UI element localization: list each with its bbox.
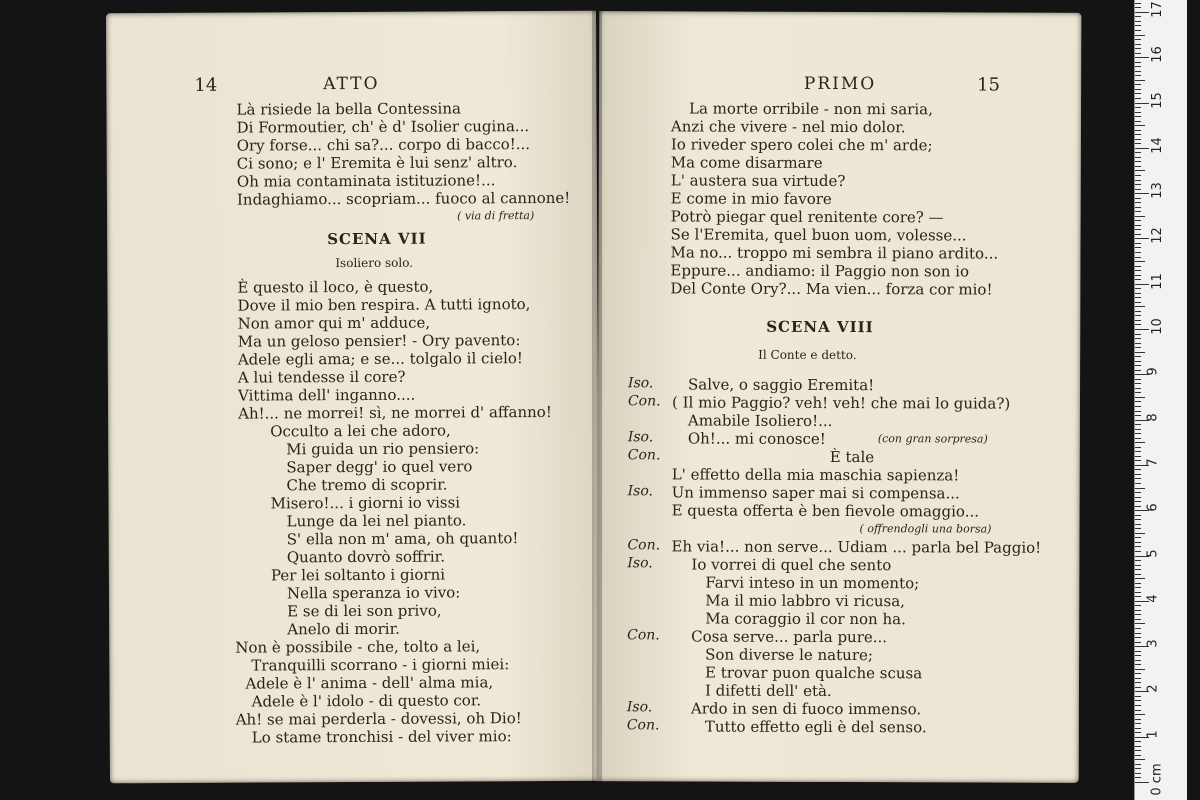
verse-line: Ah! se mai perderla - dovessi, oh Dio! (235, 709, 522, 729)
verse-line: L' austera sua virtude? (670, 171, 846, 191)
ruler-tick (1135, 660, 1141, 661)
ruler-tick (1135, 347, 1141, 348)
ruler-tick (1135, 605, 1141, 606)
ruler-number: 10 (1149, 318, 1165, 335)
page-number-left: 14 (194, 74, 218, 96)
verse-line: Ory forse... chi sa?... corpo di bacco!... (236, 135, 531, 155)
ruler-tick (1135, 170, 1145, 171)
ruler-tick (1135, 225, 1141, 226)
ruler-tick (1135, 583, 1141, 584)
ruler-tick (1135, 759, 1145, 760)
dialogue-line: E questa offerta è ben fievole omaggio... (671, 501, 980, 521)
ruler-number: 14 (1149, 137, 1165, 154)
verse-line: Saper degg' io quel vero (286, 457, 473, 477)
ruler-tick (1135, 166, 1141, 167)
ruler-tick (1135, 288, 1141, 289)
ruler-tick (1135, 211, 1141, 212)
verse-line: Ci sono; e l' Eremita è lui senz' altro. (236, 153, 518, 173)
verse-line: Potrò piegar quel renitente core? — (670, 207, 944, 227)
ruler-tick (1135, 415, 1141, 416)
ruler-tick (1135, 678, 1141, 679)
ruler-tick (1135, 392, 1141, 393)
ruler-number: 12 (1149, 227, 1165, 245)
ruler-tick (1135, 139, 1141, 140)
stage-direction: ( offrendogli una borsa) (859, 522, 992, 536)
ruler-tick (1135, 642, 1141, 643)
ruler-tick (1135, 383, 1141, 384)
ruler-tick (1135, 207, 1141, 208)
ruler-tick (1135, 116, 1141, 117)
verse-line: Anzi che vivere - nel mio dolor. (670, 117, 906, 137)
ruler-number: 17 (1149, 1, 1165, 18)
verse-line: Vittima dell' inganno.... (237, 385, 416, 405)
verse-line: Oh mia contaminata istituzione!... (236, 171, 496, 191)
ruler-tick (1135, 189, 1141, 190)
verse-line: Ma no... troppo mi sembra il piano ardito... (670, 243, 999, 263)
verse-line: Adele è l' idolo - di questo cor. (251, 691, 482, 711)
ruler-tick (1135, 546, 1141, 547)
ruler-tick (1135, 62, 1141, 63)
ruler-tick (1135, 379, 1141, 380)
ruler-tick (1135, 93, 1141, 94)
ruler-tick (1135, 143, 1141, 144)
dialogue-line: Un immenso saper mai si compensa... (671, 483, 960, 503)
verse-line: Adele è l' anima - dell' alma mia, (245, 673, 494, 693)
verse-line: Che tremo di scoprir. (286, 475, 448, 495)
ruler-tick (1135, 429, 1141, 430)
dialogue-line: E trovar puon qualche scusa (705, 663, 923, 683)
ruler-tick (1135, 574, 1141, 575)
ruler-tick (1135, 619, 1141, 620)
ruler-tick (1135, 673, 1141, 674)
verse-line: Tranquilli scorrano - i giorni miei: (251, 655, 510, 675)
ruler-tick (1135, 628, 1141, 629)
ruler-tick (1135, 524, 1141, 525)
ruler-tick (1135, 542, 1141, 543)
verse-line: Di Formoutier, ch' è d' Isolier cugina... (236, 117, 530, 137)
ruler-tick (1135, 578, 1145, 579)
ruler-tick (1135, 764, 1141, 765)
ruler-tick (1135, 655, 1141, 656)
dialogue-line: Ardo in sen di fuoco immenso. (690, 699, 922, 719)
ruler-tick (1135, 25, 1141, 26)
ruler-tick (1135, 157, 1141, 158)
ruler-tick (1135, 515, 1141, 516)
ruler-tick (1135, 57, 1149, 58)
ruler-number: 2 (1145, 684, 1161, 694)
ruler-tick (1135, 388, 1141, 389)
ruler-tick (1135, 261, 1145, 262)
speaker-label: Iso. (627, 555, 653, 572)
verse-line: A lui tendesse il core? (237, 367, 406, 387)
verse-line: E se di lei son privo, (287, 601, 442, 621)
ruler-tick (1135, 257, 1141, 258)
verse-line: Lunge da lei nel pianto. (286, 511, 467, 531)
ruler-tick (1135, 98, 1141, 99)
ruler-tick (1135, 180, 1141, 181)
ruler-tick (1135, 565, 1141, 566)
ruler-tick (1135, 501, 1141, 502)
ruler-tick (1135, 592, 1141, 593)
dialogue-line: Son diverse le nature; (705, 645, 873, 665)
dialogue-line: Eh via!... non serve... Udiam ... parla bel Paggio! (671, 537, 1042, 557)
ruler-tick (1135, 478, 1141, 479)
ruler-tick (1135, 623, 1145, 624)
ruler-tick (1135, 687, 1141, 688)
speaker-label: Iso. (627, 429, 654, 446)
ruler-tick (1135, 324, 1141, 325)
verse-line: Misero!... i giorni io vissi (270, 493, 461, 513)
speaker-label: Con. (627, 393, 661, 410)
ruler-tick (1135, 216, 1145, 217)
verse-line: Occulto a lei che adoro, (270, 421, 451, 441)
verse-line: Anelo di morir. (287, 619, 400, 639)
ruler-tick (1135, 614, 1141, 615)
ruler-tick (1135, 451, 1141, 452)
ruler-tick (1135, 746, 1141, 747)
ruler-number: 11 (1149, 272, 1165, 290)
dialogue-line: ( Il mio Paggio? veh! veh! che mai lo guida?) (671, 393, 1011, 413)
verse-line: La morte orribile - non mi saria, (688, 99, 933, 119)
ruler-tick (1135, 773, 1141, 774)
ruler-tick (1135, 456, 1141, 457)
ruler-tick (1135, 474, 1141, 475)
ruler-tick (1135, 537, 1141, 538)
ruler-tick (1135, 275, 1141, 276)
ruler-tick (1135, 610, 1141, 611)
ruler-tick (1135, 705, 1141, 706)
verse-line: E come in mio favore (670, 189, 832, 208)
ruler-tick (1135, 315, 1141, 316)
scene-persons: Isoliero solo. (335, 255, 414, 271)
ruler-tick (1135, 220, 1141, 221)
ruler-tick (1135, 519, 1141, 520)
ruler-tick (1135, 107, 1141, 108)
ruler-tick (1135, 30, 1141, 31)
ruler-tick (1135, 633, 1141, 634)
ruler-tick (1135, 243, 1141, 244)
ruler-tick (1135, 424, 1141, 425)
ruler-tick (1135, 637, 1141, 638)
ruler-number: 3 (1145, 639, 1161, 648)
page-number-right: 15 (977, 74, 1001, 96)
ruler-tick (1135, 651, 1141, 652)
verse-line: Ah!... ne morrei! sì, ne morrei d' affanno! (238, 402, 552, 423)
ruler-tick (1135, 560, 1141, 561)
ruler-tick (1135, 406, 1141, 407)
ruler-tick (1135, 469, 1141, 470)
ruler-number: 6 (1145, 503, 1161, 512)
ruler-tick (1135, 365, 1141, 366)
verse-line: Lo stame tronchisi - del viver mio: (251, 727, 512, 747)
verse-line: Se l'Eremita, quel buon uom, volesse... (670, 225, 967, 245)
ruler-tick (1135, 39, 1141, 40)
ruler-tick (1135, 297, 1141, 298)
ruler-tick (1135, 134, 1141, 135)
ruler-tick (1135, 53, 1141, 54)
ruler-tick (1135, 596, 1141, 597)
ruler-tick (1135, 175, 1141, 176)
ruler-tick (1135, 193, 1149, 194)
ruler-tick (1135, 66, 1141, 67)
speaker-label: Con. (627, 447, 661, 464)
ruler-tick (1135, 21, 1141, 22)
right-page (597, 11, 1082, 783)
ruler-tick (1135, 343, 1141, 344)
ruler-tick (1135, 80, 1145, 81)
ruler-tick (1135, 682, 1141, 683)
ruler-number: 5 (1145, 548, 1161, 558)
speaker-label: Iso. (628, 375, 654, 392)
verse-line: Indaghiamo... scopriam... fuoco al cannone! (236, 188, 571, 209)
dialogue-line: Tutto effetto egli è del senso. (704, 717, 927, 737)
ruler-tick (1135, 710, 1141, 711)
ruler-tick (1135, 234, 1141, 235)
ruler-tick (1135, 497, 1141, 498)
dialogue-line: Salve, o saggio Eremita! (688, 375, 875, 395)
ruler-tick (1135, 3, 1141, 4)
verse-line: È questo il loco, è questo, (237, 277, 434, 297)
ruler-tick (1135, 16, 1141, 17)
ruler-tick (1135, 696, 1141, 697)
ruler-number: 1 (1145, 730, 1161, 739)
ruler-tick (1135, 130, 1141, 131)
running-head-left: ATTO (323, 73, 380, 95)
ruler-tick (1135, 397, 1145, 398)
ruler-tick (1135, 768, 1141, 769)
measuring-ruler (1134, 0, 1187, 800)
ruler-number: 9 (1145, 367, 1161, 376)
ruler-tick (1135, 75, 1141, 76)
ruler-number: 13 (1149, 182, 1165, 199)
ruler-tick (1135, 664, 1141, 665)
ruler-tick (1135, 551, 1141, 552)
dialogue-line: Io vorrei di quel che sento (691, 555, 892, 575)
dialogue-line: Amabile Isoliero!... (687, 411, 833, 430)
ruler-number: 8 (1145, 412, 1161, 422)
speaker-label: Con. (627, 537, 661, 554)
ruler-tick (1135, 7, 1141, 8)
scene-persons: Il Conte e detto. (758, 347, 857, 363)
speaker-label: Iso. (626, 699, 653, 716)
ruler-tick (1135, 777, 1141, 778)
ruler-number: 15 (1149, 91, 1165, 109)
ruler-tick (1135, 270, 1141, 271)
verse-line: Ma come disarmare (670, 153, 823, 172)
ruler-tick (1135, 719, 1141, 720)
running-head-right: PRIMO (803, 73, 877, 95)
ruler-number: 0 cm (1149, 763, 1165, 796)
ruler-tick (1135, 48, 1141, 49)
ruler-tick (1135, 528, 1141, 529)
ruler-tick (1135, 741, 1141, 742)
ruler-tick (1135, 460, 1141, 461)
ruler-tick (1135, 279, 1141, 280)
ruler-tick (1135, 533, 1145, 534)
ruler-tick (1135, 438, 1141, 439)
ruler-tick (1135, 112, 1141, 113)
ruler-tick (1135, 401, 1141, 402)
speaker-label: Con. (627, 627, 660, 644)
ruler-tick (1135, 44, 1141, 45)
ruler-tick (1135, 433, 1141, 434)
ruler-tick (1135, 247, 1141, 248)
verse-line: Dove il mio ben respira. A tutti ignoto, (237, 295, 531, 315)
verse-line: Quanto dovrò soffrir. (286, 547, 445, 567)
stage-direction: (con gran sorpresa) (877, 432, 988, 446)
ruler-tick (1135, 284, 1149, 285)
speaker-label: Con. (626, 717, 660, 734)
ruler-tick (1135, 125, 1145, 126)
ruler-tick (1135, 184, 1141, 185)
ruler-tick (1135, 361, 1141, 362)
ruler-tick (1135, 506, 1141, 507)
ruler-tick (1135, 723, 1141, 724)
ruler-tick (1135, 293, 1141, 294)
ruler-tick (1135, 755, 1141, 756)
verse-line: Nella speranza io vivo: (286, 583, 461, 603)
verse-line: Io riveder spero colei che m' arde; (670, 135, 933, 155)
ruler-tick (1135, 121, 1141, 122)
ruler-tick (1135, 202, 1141, 203)
verse-line: Mi guida un rio pensiero: (286, 439, 480, 459)
verse-line: Ma un geloso pensier! - Ory pavento: (237, 331, 521, 351)
left-page (106, 11, 600, 784)
ruler-tick (1135, 334, 1141, 335)
ruler-tick (1135, 728, 1141, 729)
ruler-tick (1135, 329, 1149, 330)
ruler-tick (1135, 71, 1141, 72)
ruler-tick (1135, 352, 1145, 353)
ruler-tick (1135, 750, 1141, 751)
ruler-tick (1135, 35, 1145, 36)
ruler-tick (1135, 252, 1141, 253)
ruler-tick (1135, 714, 1145, 715)
dialogue-line: Oh!... mi conosce! (687, 429, 826, 448)
ruler-tick (1135, 238, 1149, 239)
ruler-tick (1135, 103, 1149, 104)
book-gutter (592, 10, 602, 785)
ruler-tick (1135, 782, 1149, 783)
dialogue-line: Farvi inteso in un momento; (705, 573, 920, 593)
ruler-tick (1135, 152, 1141, 153)
dialogue-line: Cosa serve... parla pure... (691, 627, 888, 647)
ruler-tick (1135, 411, 1141, 412)
verse-line: Per lei soltanto i giorni (270, 565, 446, 585)
ruler-tick (1135, 338, 1141, 339)
verse-line: Non è possibile - che, tolto a lei, (235, 637, 481, 657)
dialogue-line: I difetti dell' età. (704, 681, 832, 700)
ruler-number: 16 (1149, 46, 1165, 63)
ruler-tick (1135, 669, 1145, 670)
ruler-tick (1135, 700, 1141, 701)
verse-line: Non amor qui m' adduce, (237, 313, 431, 333)
ruler-tick (1135, 320, 1141, 321)
ruler-tick (1135, 488, 1145, 489)
ruler-tick (1135, 89, 1141, 90)
verse-line: Del Conte Ory?... Ma vien... forza cor mio! (670, 279, 993, 299)
ruler-tick (1135, 266, 1141, 267)
ruler-tick (1135, 198, 1141, 199)
ruler-tick (1135, 12, 1149, 13)
dialogue-line: L' effetto della mia maschia sapienza! (671, 465, 960, 485)
ruler-tick (1135, 732, 1141, 733)
ruler-tick (1135, 302, 1141, 303)
stage-direction: ( via di fretta) (457, 209, 535, 223)
scene-title: SCENA VIII (766, 317, 874, 337)
ruler-tick (1135, 447, 1141, 448)
ruler-tick (1135, 148, 1149, 149)
ruler-tick (1135, 356, 1141, 357)
speaker-label: Iso. (627, 483, 654, 500)
ruler-tick (1135, 370, 1141, 371)
ruler-tick (1135, 442, 1145, 443)
verse-line: S' ella non m' ama, oh quanto! (286, 529, 519, 549)
ruler-number: 4 (1145, 594, 1161, 603)
ruler-tick (1135, 587, 1141, 588)
ruler-tick (1135, 311, 1141, 312)
ruler-tick (1135, 84, 1141, 85)
verse-line: Eppure... andiamo: il Paggio non son io (670, 261, 970, 281)
ruler-number: 7 (1145, 458, 1161, 467)
dialogue-line: Ma coraggio il cor non ha. (705, 609, 906, 629)
verse-line: Là risiede la bella Contessina (236, 99, 461, 119)
ruler-tick (1135, 492, 1141, 493)
ruler-tick (1135, 229, 1141, 230)
scene-title: SCENA VII (327, 229, 427, 249)
ruler-tick (1135, 483, 1141, 484)
verse-line: Adele egli ama; e se... tolgalo il cielo! (237, 349, 523, 369)
dialogue-line: È tale (829, 447, 875, 467)
dialogue-line: Ma il mio labbro vi ricusa, (705, 591, 905, 611)
ruler-tick (1135, 161, 1141, 162)
ruler-tick (1135, 306, 1145, 307)
ruler-tick (1135, 569, 1141, 570)
